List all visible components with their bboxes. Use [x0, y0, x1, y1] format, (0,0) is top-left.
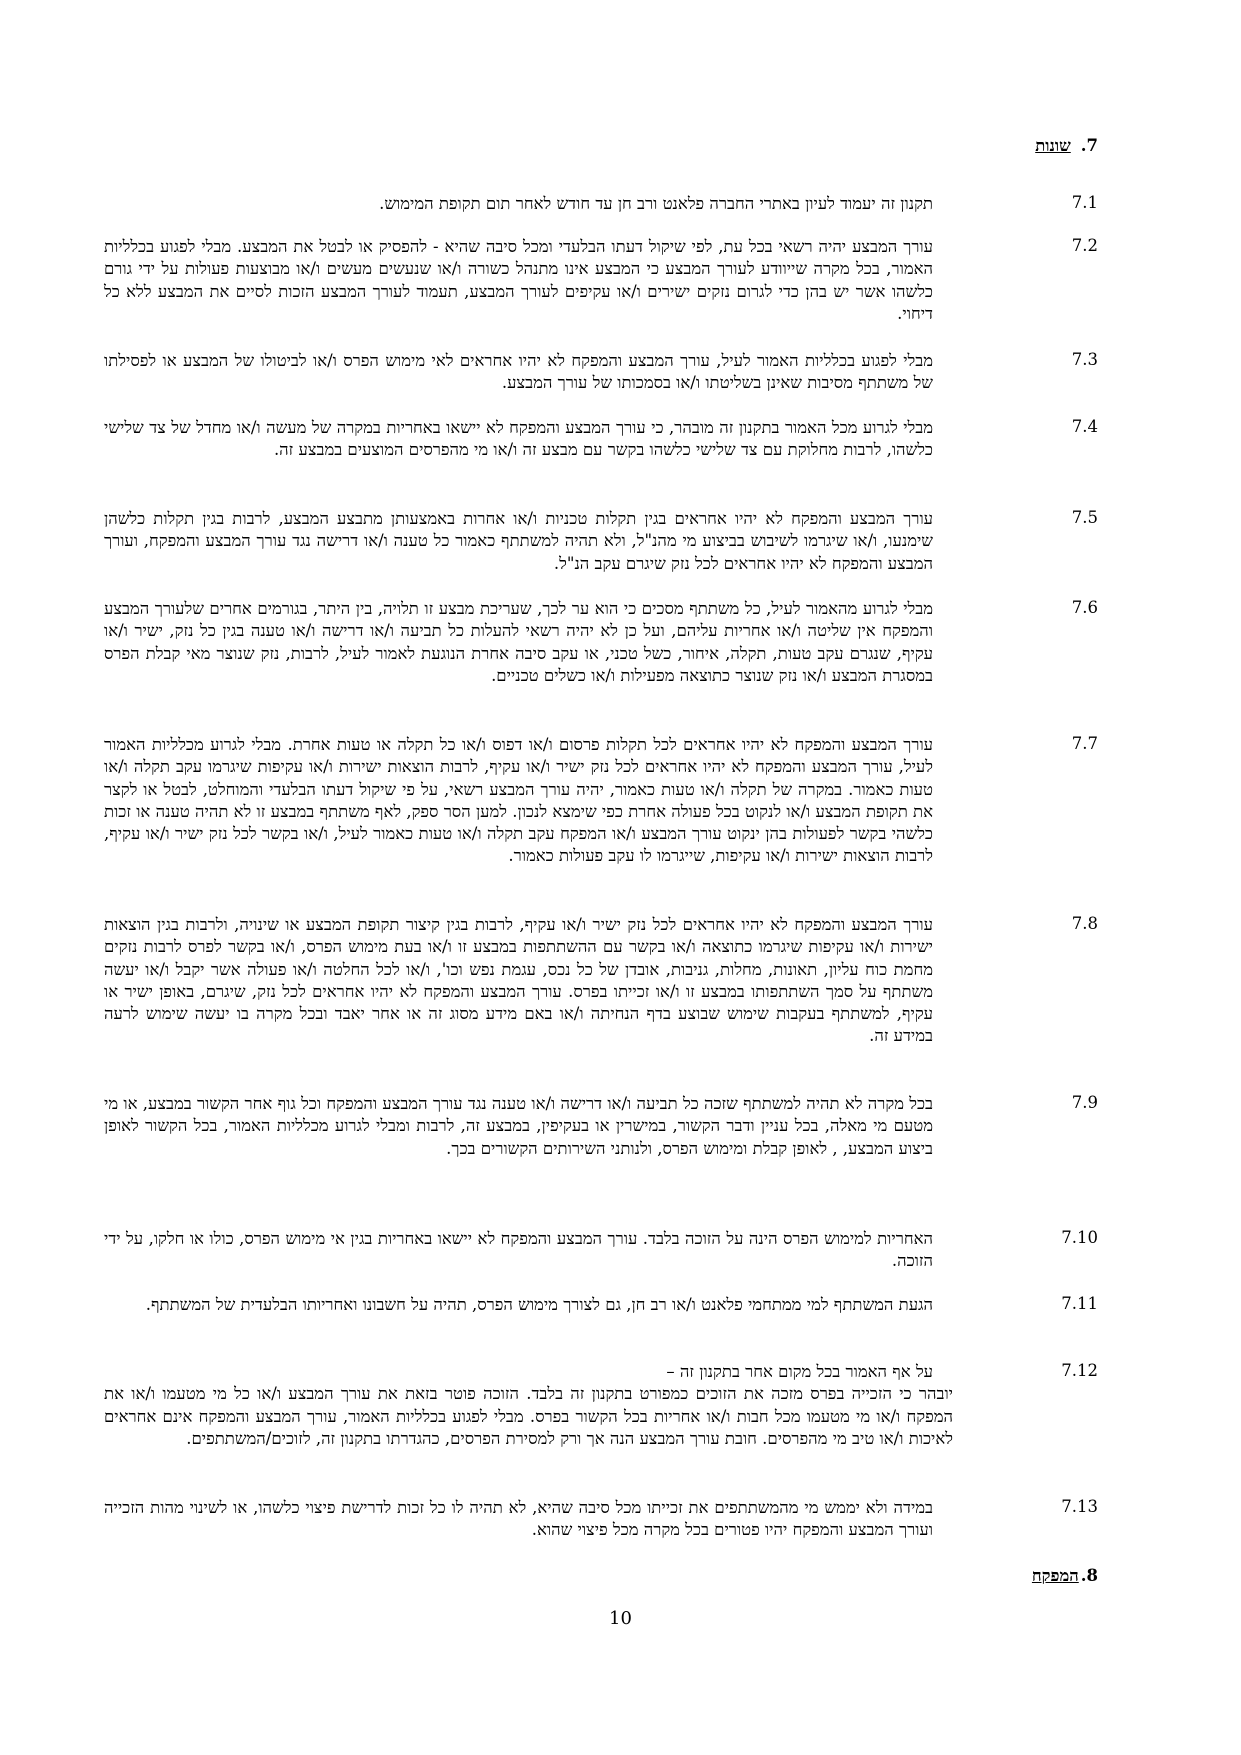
clause-number: 7.9 [1071, 1093, 1098, 1112]
section-title: המפקח [1031, 1566, 1079, 1585]
section-number: 7. [1080, 136, 1098, 155]
clause-text: במידה ולא יממש מי מהמשתתפים את זכייתו מכל סיבה שהיא, לא תהיה לו כל זכות לדרישת פיצוי כלשהו, או לשינוי מהות הזכייה ועורך המבצע והמפקח יהיו פטורים בכל מקרה מכל פיצוי שהוא. [104, 1498, 933, 1540]
clause-text: תקנון זה יעמוד לעיון באתרי החברה פלאנט ורב חן עד חודש לאחר תום תקופת המימוש. [379, 194, 933, 213]
clause-number: 7.4 [1071, 417, 1098, 436]
clause-number: 7.3 [1071, 350, 1098, 369]
section-number: 8. [1080, 1566, 1098, 1585]
clause-text: עורך המבצע והמפקח לא יהיו אחראים לכל נזק ישיר ו/או עקיף, לרבות בגין קיצור תקופת המבצע או שינויה, ולרבות בגין הוצאות ישירות ו/או עקיפות שיגרמו כתוצאה ו/או בקשר עם ההשתתפות במבצע זו ו/או בעת מימוש הפרס, ו/או בקשר לפרס לרבות נזקים מחמת כוח עליון, תאונות, מחלות, גניבות, אובדן של כל נכס, עגמת נפש וכו', ו/או לכל החלטה ו/או פעולה אשר יקבל ו/או יעשה משתתף על סמך השתתפותו במבצע זו ו/או זכייתו בפרס. עורך המבצע והמפקח לא יהיו אחראים לכל נזק, שיגרם, באופן ישיר או עקיף, למשתתף בעקבות שימוש שבוצע בדף הנחיתה ו/או באם מידע מסוג זה או אחר יאבד ובכל מקרה בו יעשה שימוש לרעה במידע זה. [104, 915, 933, 1046]
clause-text: בכל מקרה לא תהיה למשתתף שזכה כל תביעה ו/או דרישה ו/או טענה נגד עורך המבצע והמפקח וכל גוף אחר הקשור במבצע, או מי מטעם מי מאלה, בכל עניין ודבר הקשור, במישרין או בעקיפין, במבצע זה, לרבות ומבלי לגרוע מכלליות האמור, בכל הקשור לאופן ביצוע המבצע, , לאופן קבלת ומימוש הפרס, ולנותני השירותים הקשורים בכך. [104, 1094, 934, 1158]
clause-number: 7.13 [1061, 1497, 1098, 1516]
clause-number: 7.12 [1061, 1361, 1098, 1380]
clause-text: הגעת המשתתף למי ממתחמי פלאנט ו/או רב חן, גם לצורך מימוש הפרס, תהיה על חשבונו ואחריותו הבלעדית של המשתתף. [145, 1295, 933, 1314]
section-8-heading [1032, 1566, 1098, 1586]
page-number: 10 [609, 1608, 632, 1629]
clause-number: 7.8 [1071, 914, 1098, 933]
clause-number: 7.10 [1061, 1228, 1098, 1247]
clause-text: יובהר כי הזכייה בפרס מזכה את הזוכים כמפורט בתקנון זה בלבד. הזוכה פוטר בזאת את עורך המבצע ו/או כל מי מטעמו ו/או את המפקח ו/או מי מטעמו מכל חבות ו/או אחריות בכל הקשור בפרס. מבלי לפגוע בכלליות האמור, עורך המבצע והמפקח אינם אחראים לאיכות ו/או טיב מי מהפרסים. חובת עורך המבצע הנה אך ורק למסירת הפרסים, כהגדרתו בתקנון זה, לזוכים/המשתתפים. [104, 1384, 953, 1448]
clause-number: 7.2 [1071, 236, 1098, 255]
clause-text: האחריות למימוש הפרס הינה על הזוכה בלבד. עורך המבצע והמפקח לא יישאו באחריות בגין אי מימוש הפרס, כולו או חלקו, על ידי הזוכה. [104, 1229, 933, 1271]
section-title: שונות [1035, 136, 1071, 155]
clause-text: עורך המבצע והמפקח לא יהיו אחראים לכל תקלות פרסום ו/או דפוס ו/או כל תקלה או טעות אחרת. מבלי לגרוע מכלליות האמור לעיל, עורך המבצע והמפקח לא יהיו אחראים לכל נזק ישיר ו/או עקיף, לרבות הוצאות ישירות ו/או עקיפות שיגרמו עקב תקלה ו/או טעות כאמור. במקרה של תקלה ו/או טעות כאמור, יהיה עורך המבצע רשאי, על פי שיקול דעתו הבלעדי והמוחלט, לבטל או לקצר את תקופת המבצע ו/או לנקוט בכל פעולה אחרת כפי שימצא לנכון. למען הסר ספק, לאף משתתף במבצע זו לא תהיה טענה או זכות כלשהי בקשר לפעולות בהן ינקוט עורך המבצע ו/או המפקח עקב תקלה ו/או טעות כאמור לעיל, ו/או בקשר לכל נזק ישיר ו/או עקיף, לרבות הוצאות ישירות ו/או עקיפות, שייגרמו לו עקב פעולות כאמור. [104, 735, 933, 866]
clause-text: מבלי לפגוע בכלליות האמור לעיל, עורך המבצע והמפקח לא יהיו אחראים לאי מימוש הפרס ו/או לביטולו של המבצע או לפסילתו של משתתף מסיבות שאינן בשליטתו ו/או בסמכותו של עורך המבצע. [104, 351, 933, 393]
clause-number: 7.11 [1061, 1294, 1098, 1313]
clause-text-first-line: על אף האמור בכל מקום אחר בתקנון זה – [666, 1362, 933, 1381]
clause-text: מבלי לגרוע מכל האמור בתקנון זה מובהר, כי עורך המבצע והמפקח לא יישאו באחריות במקרה של מעשה ו/או מחדל של צד שלישי כלשהו, לרבות מחלוקת עם צד שלישי כלשהו בקשר עם מבצע זה ו/או מי מהפרסים המוצעים במבצע זה. [104, 418, 933, 460]
clause-text: מבלי לגרוע מהאמור לעיל, כל משתתף מסכים כי הוא ער לכך, שעריכת מבצע זו תלויה, בין היתר, בגורמים אחרים שלעורך המבצע והמפקח אין שליטה ו/או אחריות עליהם, ועל כן לא יהיה רשאי להעלות כל תביעה ו/או דרישה ו/או טענה בגין כל נזק, ישיר ו/או עקיף, שנגרם עקב טעות, תקלה, איחור, כשל טכני, או עקב סיבה אחרת הנוגעת לאמור לעיל, לרבות, נזק שנוצר מאי קבלת הפרס במסגרת המבצע ו/או נזק שנוצר כתוצאה מפעילות ו/או כשלים טכניים. [104, 599, 933, 685]
clause-number: 7.6 [1071, 598, 1098, 617]
clause-text: עורך המבצע יהיה רשאי בכל עת, לפי שיקול דעתו הבלעדי ומכל סיבה שהיא - להפסיק או לבטל את המבצע. מבלי לפגוע בכלליות האמור, בכל מקרה שייוודע לעורך המבצע כי המבצע אינו מתנהל כשורה ו/או שנעשים מעשים ו/או מבוצעות פעולות על ידי גורם כלשהו אשר יש בהן כדי לגרום נזקים ישירים ו/או עקיפים לעורך המבצע, תעמוד לעורך המבצע הזכות לסיים את המבצע ללא כל דיחוי. [104, 237, 933, 323]
clause-number: 7.5 [1071, 508, 1098, 527]
clause-number: 7.7 [1071, 734, 1098, 753]
clause-number: 7.1 [1071, 193, 1098, 212]
section-7-heading [1035, 136, 1098, 156]
clause-text: עורך המבצע והמפקח לא יהיו אחראים בגין תקלות טכניות ו/או אחרות באמצעותן מתבצע המבצע, לרבות בגין תקלות כלשהן שימנעו, ו/או שיגרמו לשיבוש בביצוע מי מהנ"ל, ולא תהיה למשתתף כאמור כל טענה ו/או דרישה נגד עורך המבצע והמפקח, ועורך המבצע והמפקח לא יהיו אחראים לכל נזק שיגרם עקב הנ"ל. [104, 509, 933, 573]
